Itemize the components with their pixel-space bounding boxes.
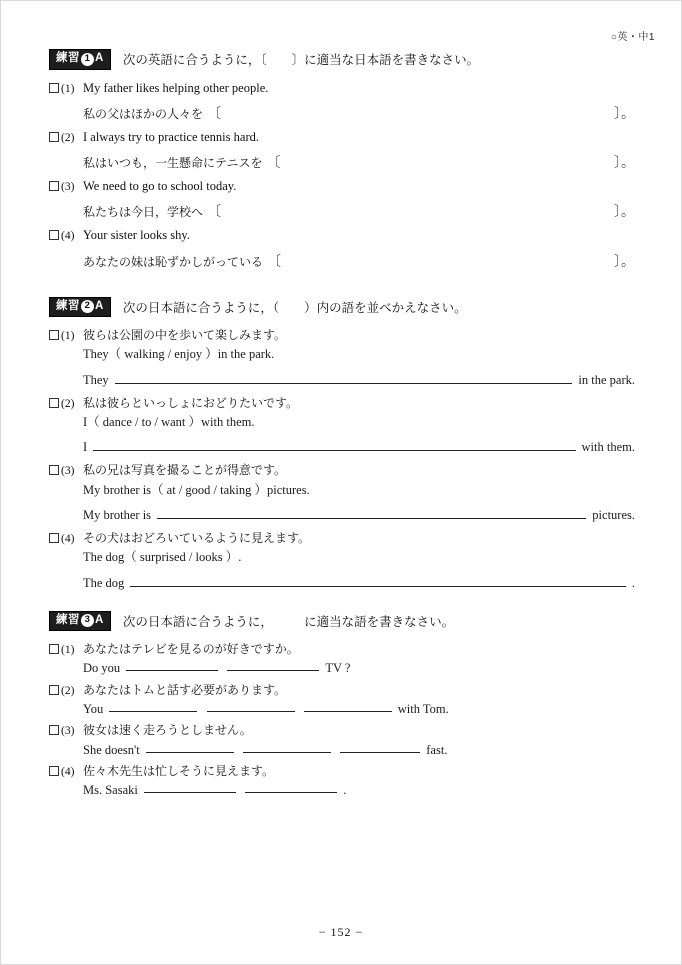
answer-lead: Do you xyxy=(83,661,121,676)
item-english: I（ dance / to / want ）with them. xyxy=(83,414,255,429)
answer-blank[interactable] xyxy=(304,700,392,712)
item-marker xyxy=(49,764,83,781)
item-answer-line xyxy=(83,575,635,591)
page-header-label: ○英・中1 xyxy=(610,32,655,43)
section-1-heading xyxy=(49,49,635,70)
spacer xyxy=(49,277,635,297)
item-number: (3) xyxy=(61,181,75,193)
item-english: My brother is（ at / good / taking ）pictures. xyxy=(83,482,310,497)
section-3-badge xyxy=(49,611,111,632)
item-marker xyxy=(49,642,83,659)
answer-lead: You xyxy=(83,701,104,716)
section-3-badge-number: 3 xyxy=(81,614,94,627)
section-1-title: 次の英語に合うように，〔 〕に適当な日本語を書きなさい。 xyxy=(122,53,480,68)
checkbox-icon[interactable] xyxy=(49,83,59,93)
answer-lead: She doesn't xyxy=(83,742,140,757)
section-2-heading xyxy=(49,297,635,318)
answer-blank[interactable] xyxy=(146,741,234,753)
item-number: (4) xyxy=(61,230,75,243)
answer-blank[interactable] xyxy=(340,741,420,753)
section-3-badge-suffix: A xyxy=(95,613,104,626)
item-marker xyxy=(49,328,83,345)
checkbox-icon[interactable] xyxy=(49,533,59,543)
question-item xyxy=(49,762,635,801)
worksheet-content xyxy=(49,49,635,807)
item-japanese: 佐々木先生は忙しそうに見えます。 xyxy=(83,763,275,778)
item-marker xyxy=(49,463,83,480)
item-japanese: 彼らは公園の中を歩いて楽しみます。 xyxy=(83,328,287,342)
item-english: They（ walking / enjoy ）in the park. xyxy=(83,347,275,362)
bracket-close: 〕。 xyxy=(614,205,635,221)
item-english: My father likes helping other people. xyxy=(83,80,269,95)
answer-lead: The dog xyxy=(83,575,125,590)
item-marker xyxy=(49,228,83,245)
item-japanese: 私は彼らといっしょにおどりたいです。 xyxy=(83,395,299,410)
item-number: (3) xyxy=(61,465,75,478)
item-marker xyxy=(49,130,83,147)
answer-blank[interactable] xyxy=(243,741,331,753)
checkbox-icon[interactable] xyxy=(49,644,59,654)
answer-blank[interactable] xyxy=(93,439,575,451)
item-answer-bracket-line xyxy=(83,251,635,271)
section-practice-3 xyxy=(49,611,635,801)
answer-tail: pictures. xyxy=(592,507,635,522)
bracket-open: 〔 xyxy=(266,156,281,171)
item-japanese-prefix: 私たちは今日，学校へ xyxy=(83,205,204,220)
item-english: The dog（ surprised / looks ）. xyxy=(83,550,242,565)
question-item xyxy=(49,394,635,456)
answer-blank[interactable] xyxy=(115,372,573,384)
answer-lead: I xyxy=(83,440,88,455)
item-number: (1) xyxy=(61,330,75,342)
checkbox-icon[interactable] xyxy=(49,181,59,191)
answer-blank[interactable] xyxy=(130,575,626,587)
item-marker xyxy=(49,723,83,740)
bracket-close: 〕。 xyxy=(614,156,635,171)
item-japanese: あなたはトムと話す必要があります。 xyxy=(83,682,287,697)
answer-blank[interactable] xyxy=(109,700,197,712)
checkbox-icon[interactable] xyxy=(49,398,59,408)
checkbox-icon[interactable] xyxy=(49,725,59,735)
question-item xyxy=(49,721,635,760)
answer-blank[interactable] xyxy=(245,781,337,793)
question-item xyxy=(49,177,635,221)
checkbox-icon[interactable] xyxy=(49,685,59,695)
item-english: We need to go to school today. xyxy=(83,179,237,193)
question-item xyxy=(49,326,635,388)
section-2-badge-jp: 練習 xyxy=(56,299,80,312)
section-practice-1 xyxy=(49,49,635,271)
section-3-heading xyxy=(49,611,635,632)
section-1-badge-jp: 練習 xyxy=(56,52,80,65)
item-number: (2) xyxy=(61,684,75,697)
item-english: I always try to practice tennis hard. xyxy=(83,129,259,144)
answer-tail: . xyxy=(631,575,635,590)
item-japanese-prefix: 私の父はほかの人々を xyxy=(83,106,204,121)
item-marker xyxy=(49,179,83,196)
question-item xyxy=(49,681,635,720)
item-answer-bracket-line xyxy=(83,201,635,221)
item-marker xyxy=(49,396,83,413)
item-answer-line xyxy=(83,781,635,800)
item-answer-line xyxy=(83,439,635,455)
section-3-title: 次の日本語に合うように， に適当な語を書きなさい。 xyxy=(122,614,455,629)
item-answer-line xyxy=(83,659,635,678)
answer-blank[interactable] xyxy=(227,659,319,671)
answer-blank[interactable] xyxy=(157,507,586,519)
item-number: (1) xyxy=(61,82,75,95)
question-item xyxy=(49,461,635,523)
item-number: (4) xyxy=(61,532,75,545)
answer-lead: They xyxy=(83,372,109,387)
checkbox-icon[interactable] xyxy=(49,230,59,240)
bracket-open: 〔 xyxy=(267,254,282,270)
answer-blank[interactable] xyxy=(207,700,295,712)
section-2-badge-suffix: A xyxy=(95,299,104,312)
answer-tail: with them. xyxy=(581,440,635,455)
spacer xyxy=(49,597,635,611)
question-item xyxy=(49,529,635,591)
item-answer-bracket-line xyxy=(83,152,635,172)
section-1-badge-suffix: A xyxy=(95,52,104,65)
item-japanese-prefix: あなたの妹は恥ずかしがっている xyxy=(83,254,264,269)
question-item xyxy=(49,128,635,172)
item-number: (4) xyxy=(61,765,75,778)
item-japanese: 彼女は速く走ろうとしません。 xyxy=(83,723,252,738)
checkbox-icon[interactable] xyxy=(49,330,59,340)
item-marker xyxy=(49,81,83,98)
answer-lead: My brother is xyxy=(83,507,152,522)
answer-tail: TV ? xyxy=(325,661,351,676)
answer-tail: . xyxy=(343,783,347,798)
checkbox-icon[interactable] xyxy=(49,132,59,142)
question-item xyxy=(49,226,635,270)
question-item xyxy=(49,640,635,679)
item-answer-line xyxy=(83,741,635,760)
item-japanese: あなたはテレビを見るのが好きですか。 xyxy=(83,642,299,656)
item-answer-line xyxy=(83,372,635,388)
section-practice-2 xyxy=(49,297,635,591)
section-3-badge-jp: 練習 xyxy=(56,613,80,626)
section-1-badge-number: 1 xyxy=(81,53,94,66)
item-english: Your sister looks shy. xyxy=(83,228,190,243)
section-2-badge xyxy=(49,297,111,318)
item-japanese: 私の兄は写真を撮ることが得意です。 xyxy=(83,463,287,478)
item-answer-bracket-line xyxy=(83,103,635,123)
page-number: − 152 − xyxy=(318,925,364,939)
item-number: (2) xyxy=(61,397,75,410)
bracket-close: 〕。 xyxy=(614,254,635,270)
item-answer-line xyxy=(83,507,635,523)
item-answer-line xyxy=(83,700,635,719)
item-number: (2) xyxy=(61,131,75,144)
bracket-close: 〕。 xyxy=(614,106,635,122)
bracket-open: 〔 xyxy=(207,106,222,122)
answer-tail: fast. xyxy=(426,742,448,757)
section-2-title: 次の日本語に合うように，（ ）内の語を並べかえなさい。 xyxy=(122,300,467,315)
item-japanese: その犬はおどろいているように見えます。 xyxy=(83,530,311,545)
answer-blank[interactable] xyxy=(144,781,236,793)
section-2-badge-number: 2 xyxy=(81,300,94,313)
item-number: (3) xyxy=(61,725,75,738)
answer-lead: Ms. Sasaki xyxy=(83,783,138,798)
item-marker xyxy=(49,683,83,700)
answer-blank[interactable] xyxy=(126,659,218,671)
bracket-open: 〔 xyxy=(207,205,222,221)
section-1-badge xyxy=(49,49,111,70)
checkbox-icon[interactable] xyxy=(49,465,59,475)
item-japanese-prefix: 私はいつも，一生懸命にテニスを xyxy=(83,156,263,170)
answer-tail: with Tom. xyxy=(397,701,449,716)
question-item xyxy=(49,79,635,123)
item-number: (1) xyxy=(61,644,75,656)
checkbox-icon[interactable] xyxy=(49,766,59,776)
answer-tail: in the park. xyxy=(578,372,635,387)
item-marker xyxy=(49,531,83,548)
